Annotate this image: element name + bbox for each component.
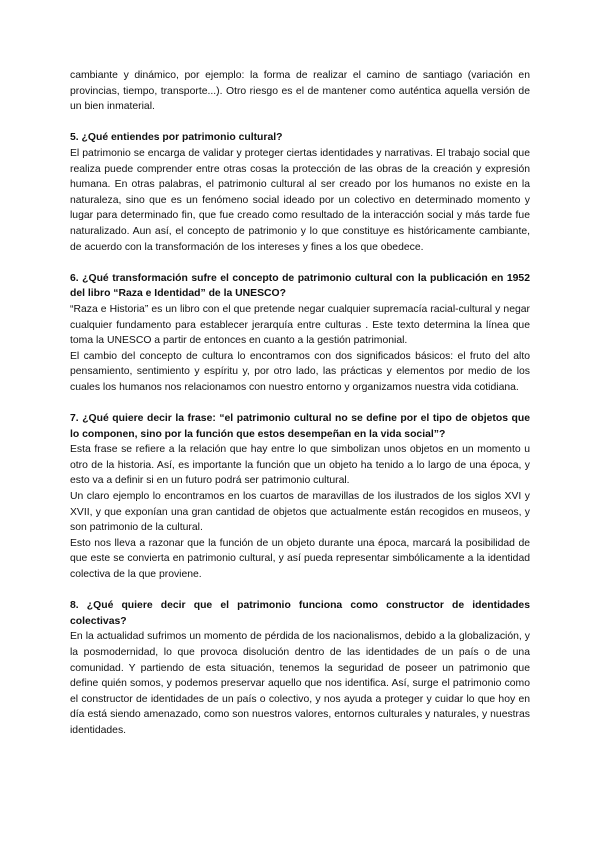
section-paragraph: Esta frase se refiere a la relación que hay entre lo que simbolizan unos objetos en un momento u otro de la historia. Así, es importante la función que un objeto ha tenido a lo largo de una época, y esto va a definir si en un futuro podrá ser patrimonio cultural. [70, 444, 530, 487]
section-6 [70, 271, 530, 396]
section-paragraph: Un claro ejemplo lo encontramos en los cuartos de maravillas de los ilustrados de los siglos XVI y XVII, y que exponían una gran cantidad de objetos que actualmente están recogidos en museos, y son patrimonio de la cultural. [70, 491, 530, 534]
section-paragraph: El patrimonio se encarga de validar y proteger ciertas identidades y narrativas. El trabajo social que realiza puede comprender entre otras cosas la protección de las obras de la creación y expresión humana. En otras palabras, el patrimonio cultural al ser creado por los humanos no existe en la naturaleza, sino que es un fenómeno social ideado por un colectivo en determinado momento y lugar para determinado fin, que fue creado como resultado de la interacción social y más tarde fue naturalizado. Aun así, el concepto de patrimonio y lo que constituye es históricamente cambiante, de acuerdo con la transformación de los intereses y fines a los que obedece. [70, 147, 530, 253]
section-paragraph: Esto nos lleva a razonar que la función de un objeto durante una época, marcará la posibilidad de que este se convierta en patrimonio cultural, y así pueda representar simbólicamente a la identidad colectiva de la que proviene. [70, 537, 530, 580]
section-8 [70, 598, 530, 738]
section-heading: 7. ¿Qué quiere decir la frase: “el patrimonio cultural no se define por el tipo de objetos que lo componen, sino por la función que estos desempeñan en la vida social”? [70, 413, 530, 440]
section-heading: 8. ¿Qué quiere decir que el patrimonio funciona como constructor de identidades colectivas? [70, 600, 530, 627]
section-5 [70, 130, 530, 255]
intro-paragraph: cambiante y dinámico, por ejemplo: la forma de realizar el camino de santiago (variación en provincias, tiempo, transporte...). Otro riesgo es el de mantener como auténtica aquella versión de un bien inmaterial. [70, 70, 530, 113]
section-heading: 5. ¿Qué entiendes por patrimonio cultural? [70, 132, 283, 144]
section-7 [70, 411, 530, 583]
section-heading: 6. ¿Qué transformación sufre el concepto de patrimonio cultural con la publicación en 1952 del libro “Raza e Identidad” de la UNESCO? [70, 272, 530, 300]
section-paragraph: El cambio del concepto de cultura lo encontramos con dos significados básicos: el fruto del alto pensamiento, sentimiento y espíritu y, por otro lado, las prácticas y elementos por medio de los cuales los humanos nos relacionamos con nuestro entorno y organizamos nuestra vida cotidiana. [70, 350, 530, 393]
section-paragraph: “Raza e Historia” es un libro con el que pretende negar cualquier supremacía racial-cultural y negar cualquier fundamento para establecer jerarquía entre culturas . Este texto determina la línea que toma la UNESCO a partir de entonces en cuanto a la gestión patrimonial. [70, 303, 530, 347]
document-page [70, 68, 530, 739]
section-paragraph: En la actualidad sufrimos un momento de pérdida de los nacionalismos, debido a la globalización, y la posmodernidad, lo que provoca disolución dentro de las identidades de un país o de una comunidad. Y partiendo de esta situación, tenemos la seguridad de poseer un patrimonio que define quién somos, y podemos preservar aquello que nos identifica. Así, surge el patrimonio como el constructor de identidades de un país o colectivo, y nos ayuda a proteger y cuidar lo que hoy en día está siendo amenazado, como son nuestros valores, entornos culturales y naturales, y nuestras identidades. [70, 631, 530, 736]
